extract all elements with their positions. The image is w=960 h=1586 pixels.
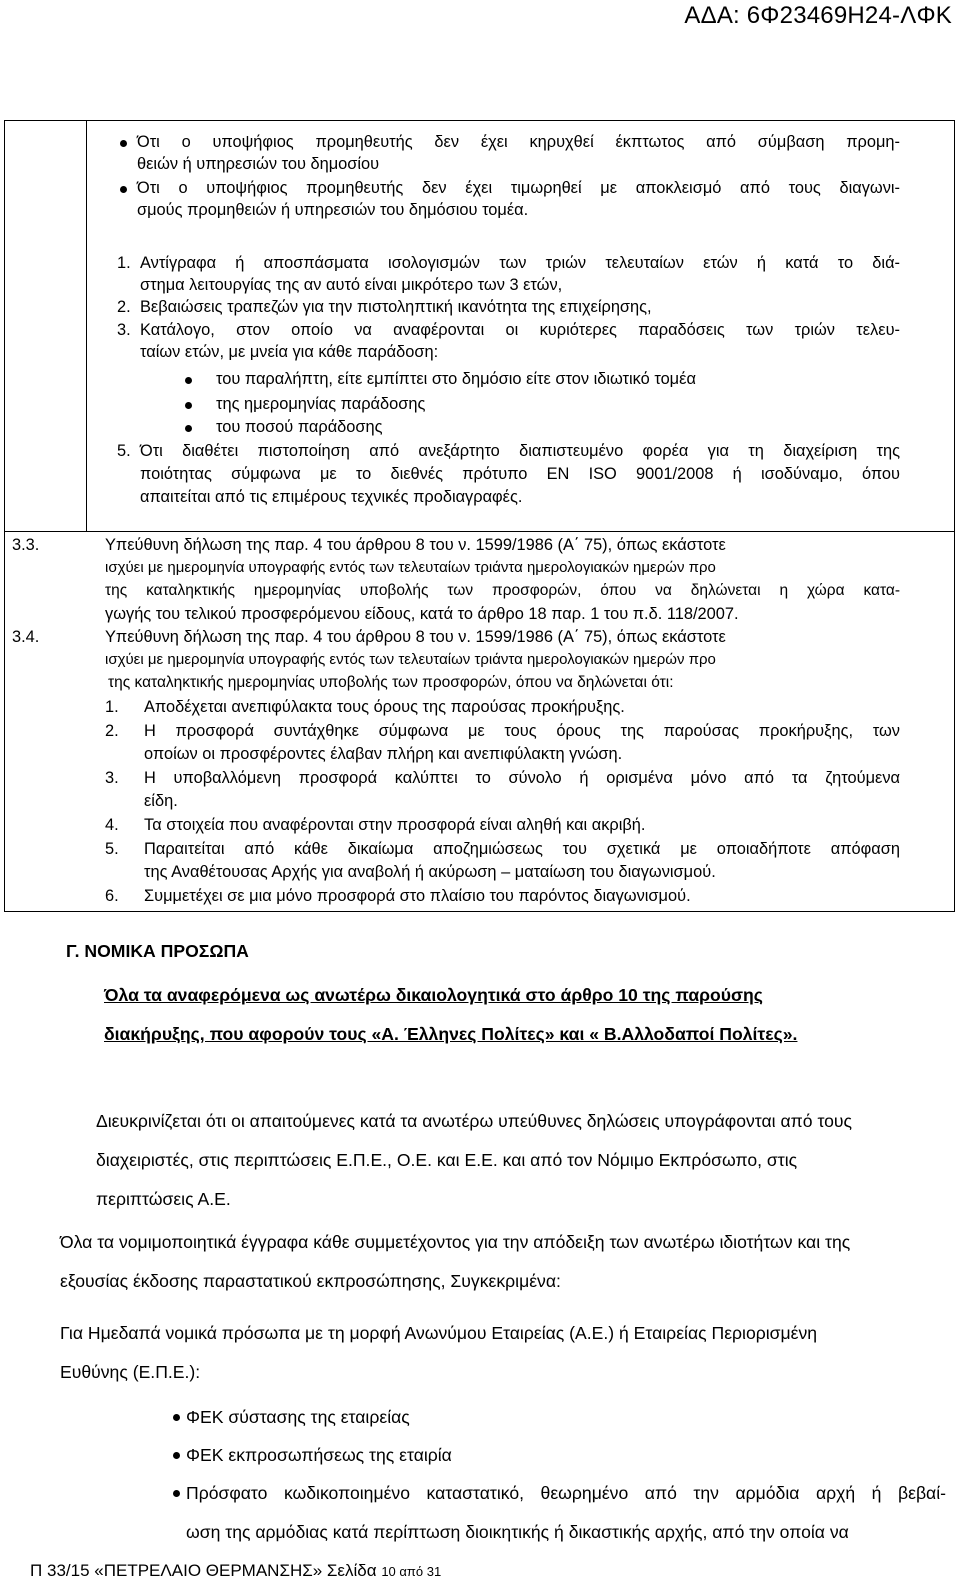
bullet-icon: [185, 402, 192, 409]
bullet-text: ωση της αρμόδιας κατά περίπτωση διοικητικής ή δικαστικής αρχής, από την οποία να: [186, 1522, 849, 1542]
underlined-text: Όλα τα αναφερόμενα ως ανωτέρω δικαιολογητικά στο άρθρο 10 της παρούσης: [104, 985, 763, 1005]
bullet-icon: [173, 1452, 180, 1459]
paragraph-line: διαχειριστές, στις περιπτώσεις Ε.Π.Ε., Ο.Ε. και Ε.Ε. και από τον Νόμιμο Εκπρόσωπο, στις: [96, 1150, 798, 1170]
item-text: Η υποβαλλόμενη προσφορά καλύπτει το σύνολο ή ορισμένα μόνο από τα ζητούμενα: [144, 769, 900, 787]
paragraph-line: Ευθύνης (Ε.Π.Ε.):: [60, 1362, 201, 1382]
section-number: 3.3.: [12, 536, 40, 554]
bullet-text: ΦΕΚ σύστασης της εταιρείας: [186, 1407, 410, 1427]
page-footer: [30, 1560, 441, 1583]
item-text: Αντίγραφα ή αποσπάσματα ισολογισμών των τριών τελευταίων ετών ή κατά το διά-: [140, 254, 900, 272]
bullet-text: Ότι ο υποψήφιος προμηθευτής δεν έχει τιμωρηθεί με αποκλεισμό από τους διαγωνι-: [137, 179, 900, 197]
item-text: στημα λειτουργίας της αν αυτό είναι μικρότερο των 3 ετών,: [140, 276, 563, 294]
footer-title: Π 33/15 «ΠΕΤΡΕΛΑΙΟ ΘΕΡΜΑΝΣΗΣ» Σελίδα: [30, 1561, 377, 1580]
bullet-icon: [185, 425, 192, 432]
page-number: 10 από 31: [381, 1564, 442, 1579]
item-text: απαιτείται από τις επιμέρους τεχνικές προδιαγραφές.: [140, 488, 523, 506]
paragraph-line: Για Ημεδαπά νομικά πρόσωπα με τη μορφή Ανωνύμου Εταιρείας (Α.Ε.) ή Εταιρείας Περιορισμένη: [60, 1323, 818, 1343]
sub-bullet-text: του παραλήπτη, είτε εμπίπτει στο δημόσιο είτε στον ιδιωτικό τομέα: [216, 370, 696, 388]
bullet-icon: [120, 140, 127, 147]
item-text: Κατάλογο, στον οποίο να αναφέρονται οι κυριότερες παραδόσεις των τριών τελευ-: [140, 321, 900, 339]
item-text: ποιότητας σύμφωνα με το διεθνές πρότυπο EN ISO 9001/2008 ή ισοδύναμο, όπου: [140, 465, 900, 483]
item-text: Παραιτείται από κάθε δικαίωμα αποζημιώσεως του σχετικά με οποιαδήποτε απόφαση: [144, 840, 900, 858]
item-text: ταίων ετών, με μνεία για κάθε παράδοση:: [140, 343, 439, 361]
bullet-icon: [120, 186, 127, 193]
item-number: 5.: [117, 442, 131, 460]
item-text: Βεβαιώσεις τραπεζών για την πιστοληπτική ικανότητα της επιχείρησης,: [140, 298, 652, 316]
item-text: Συμμετέχει σε μια μόνο προσφορά στο πλαίσιο του παρόντος διαγωνισμού.: [144, 887, 691, 905]
bullet-icon: [185, 377, 192, 384]
item-number: 3.: [105, 769, 119, 787]
item-number: 6.: [105, 887, 119, 905]
item-number: 3.: [117, 321, 131, 339]
bullet-text: ΦΕΚ εκπροσωπήσεως της εταιρία: [186, 1445, 452, 1465]
section-text: της καταληκτικής ημερομηνίας υποβολής των προσφορών, όπου να δηλώνεται η χώρα κατα-: [105, 582, 900, 599]
item-text: Αποδέχεται ανεπιφύλακτα τους όρους της παρούσας προκήρυξης.: [144, 698, 625, 716]
item-text: Ότι διαθέτει πιστοποίηση από ανεξάρτητο διαπιστευμένο φορέα για τη διαχείριση της: [140, 442, 900, 460]
section-text: ισχύει με ημερομηνία υπογραφής εντός των τελευταίων τριάντα ημερολογιακών ημερών προ: [105, 559, 716, 576]
section-text: γωγής του τελικού προσφερόμενου είδους, κατά το άρθρο 18 παρ. 1 του π.δ. 118/2007.: [105, 605, 739, 623]
item-text: Η προσφορά συντάχθηκε σύμφωνα με τους όρους της παρούσας προκήρυξης, των: [144, 722, 900, 740]
item-number: 2.: [117, 298, 131, 316]
item-number: 1.: [117, 254, 131, 272]
sub-bullet-text: του ποσού παράδοσης: [216, 418, 383, 436]
table-column-divider: [86, 120, 87, 532]
paragraph-line: Όλα τα νομιμοποιητικά έγγραφα κάθε συμμετέχοντος για την απόδειξη των ανωτέρω ιδιοτήτων και της: [60, 1232, 851, 1252]
underlined-text: διακήρυξης, που αφορούν τους «Α. Έλληνες Πολίτες» και « Β.Αλλοδαποί Πολίτες».: [104, 1024, 798, 1044]
section-heading: Γ. ΝΟΜΙΚΑ ΠΡΟΣΩΠΑ: [66, 941, 249, 961]
item-number: 1.: [105, 698, 119, 716]
bullet-icon: [173, 1414, 180, 1421]
paragraph-line: περιπτώσεις Α.Ε.: [96, 1189, 231, 1209]
bullet-text: θειών ή υπηρεσιών του δημοσίου: [137, 155, 380, 173]
paragraph-line: εξουσίας έκδοσης παραστατικού εκπροσώπησης, Συγκεκριμένα:: [60, 1271, 561, 1291]
section-text: ισχύει με ημερομηνία υπογραφής εντός των τελευταίων τριάντα ημερολογιακών ημερών προ: [105, 651, 716, 668]
item-number: 2.: [105, 722, 119, 740]
sub-bullet-text: της ημερομηνίας παράδοσης: [216, 395, 426, 413]
section-text: της καταληκτικής ημερομηνίας υποβολής των προσφορών, όπου να δηλώνεται ότι:: [108, 674, 674, 691]
section-text: Υπεύθυνη δήλωση της παρ. 4 του άρθρου 8 του ν. 1599/1986 (Α΄ 75), όπως εκάστοτε: [105, 628, 726, 646]
item-text: της Αναθέτουσας Αρχής για αναβολή ή ακύρωση – ματαίωση του διαγωνισμού.: [144, 863, 716, 881]
section-text: Υπεύθυνη δήλωση της παρ. 4 του άρθρου 8 του ν. 1599/1986 (Α΄ 75), όπως εκάστοτε: [105, 536, 726, 554]
ada-header: ΑΔΑ: 6Φ23469Η24-ΛΦΚ: [684, 2, 952, 29]
item-text: είδη.: [144, 792, 178, 810]
table-divider: [4, 531, 955, 532]
item-number: 5.: [105, 840, 119, 858]
bullet-text: Ότι ο υποψήφιος προμηθευτής δεν έχει κηρυχθεί έκπτωτος από σύμβαση προμη-: [137, 133, 900, 151]
paragraph-line: Διευκρινίζεται ότι οι απαιτούμενες κατά τα ανωτέρω υπεύθυνες δηλώσεις υπογράφονται από τους: [96, 1111, 853, 1131]
bullet-icon: [173, 1490, 180, 1497]
item-text: οποίων οι προσφέροντες έλαβαν πλήρη και ανεπιφύλακτη γνώση.: [144, 745, 623, 763]
section-number: 3.4.: [12, 628, 40, 646]
item-text: Τα στοιχεία που αναφέρονται στην προσφορά είναι αληθή και ακριβή.: [144, 816, 646, 834]
bullet-text: Πρόσφατο κωδικοποιημένο καταστατικό, θεωρημένο από την αρμόδια αρχή ή βεβαί-: [186, 1483, 946, 1503]
item-number: 4.: [105, 816, 119, 834]
bullet-text: σμούς προμηθειών ή υπηρεσιών του δημόσιου τομέα.: [137, 201, 529, 219]
